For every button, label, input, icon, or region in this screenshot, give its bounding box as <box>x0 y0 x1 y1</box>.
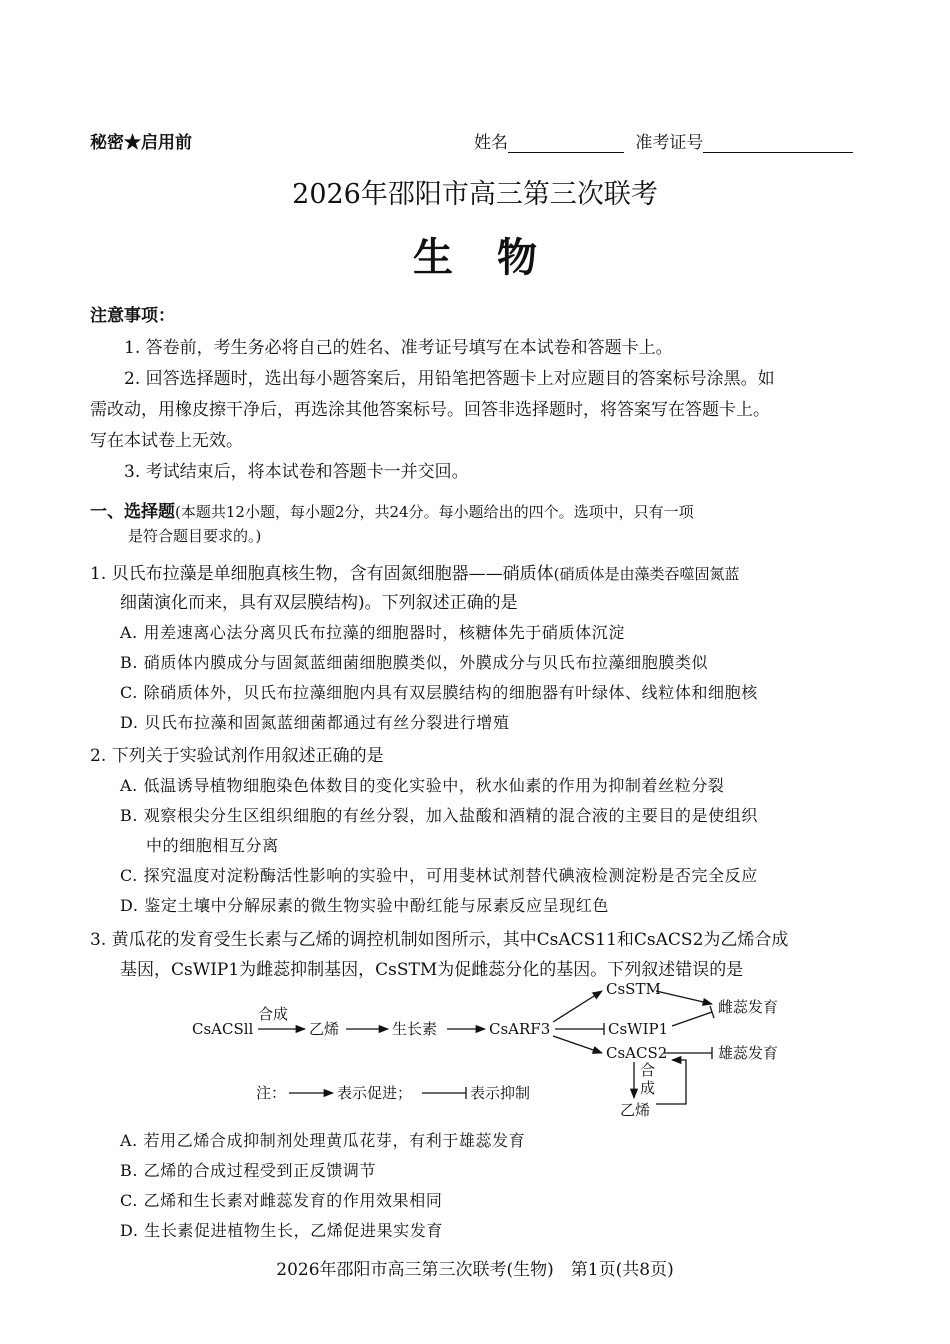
inhibit-cswip1-pistil <box>672 1012 712 1026</box>
node-ethylene-2: 乙烯 <box>620 1101 651 1119</box>
section-1-desc: (本题共12小题，每小题2分，共24分。每小题给出的四个。选项中，只有一项 <box>175 503 694 521</box>
legend-inhibit: 表示抑制 <box>470 1084 531 1102</box>
arrow-csarf3-csacs2 <box>553 1036 602 1053</box>
q3-option-a: A. 若用乙烯合成抑制剂处理黄瓜花芽，有利于雄蕊发育 <box>120 1131 526 1150</box>
notice-item-2-end: 写在本试卷上无效。 <box>90 431 243 451</box>
q1-option-c: C. 除硝质体外，贝氏布拉藻细胞内具有双层膜结构的细胞器有叶绿体、线粒体和细胞核 <box>120 683 758 702</box>
node-pistil-dev: 雌蕊发育 <box>718 998 779 1016</box>
arrow-csstm-pistil <box>656 991 712 1004</box>
id-label: 准考证号 <box>635 133 704 153</box>
q2-stem: 2. 下列关于实验试剂作用叙述正确的是 <box>90 746 384 766</box>
node-stamen-dev: 雄蕊发育 <box>718 1044 779 1062</box>
node-csacs2: CsACS2 <box>606 1044 668 1062</box>
q1-option-b: B. 硝质体内膜成分与固氮蓝细菌细胞膜类似，外膜成分与贝氏布拉藻细胞膜类似 <box>120 653 709 672</box>
secret-label: 秘密★启用前 <box>90 133 192 153</box>
node-csarf3: CsARF3 <box>489 1020 551 1038</box>
q2-option-b: B. 观察根尖分生区组织细胞的有丝分裂，加入盐酸和酒精的混合液的主要目的是使组织 <box>120 806 758 825</box>
exam-title: 2026年邵阳市高三第三次联考 <box>292 179 658 210</box>
subject-title: 生物 <box>413 234 581 281</box>
notice-item-1: 1. 答卷前，考生务必将自己的姓名、准考证号填写在本试卷和答题卡上。 <box>124 338 673 358</box>
node-csstm: CsSTM <box>606 980 661 998</box>
name-label: 姓名 <box>474 133 508 153</box>
q2-option-d: D. 鉴定土壤中分解尿素的微生物实验中酚红能与尿素反应呈现红色 <box>120 896 610 915</box>
legend-promote: 表示促进； <box>337 1084 413 1102</box>
notice-item-3: 3. 考试结束后，将本试卷和答题卡一并交回。 <box>124 462 469 482</box>
arrow-csarf3-csstm <box>553 991 602 1022</box>
notice-heading: 注意事项： <box>90 306 175 326</box>
q3-option-b: B. 乙烯的合成过程受到正反馈调节 <box>120 1161 377 1180</box>
q1-option-d: D. 贝氏布拉藻和固氮蓝细菌都通过有丝分裂进行增殖 <box>120 713 510 732</box>
q3-option-d: D. 生长素促进植物生长，乙烯促进果实发育 <box>120 1221 444 1240</box>
node-ethylene: 乙烯 <box>309 1020 340 1038</box>
legend-note: 注： <box>256 1084 287 1102</box>
q3-option-c: C. 乙烯和生长素对雌蕊发育的作用效果相同 <box>120 1191 443 1210</box>
q2-option-b-cont: 中的细胞相互分离 <box>146 836 279 855</box>
q2-option-c: C. 探究温度对淀粉酶活性影响的实验中，可用斐林试剂替代碘液检测淀粉是否完全反应 <box>120 866 758 885</box>
q3-stem-cont: 基因，CsWIP1为雌蕊抑制基因，CsSTM为促雌蕊分化的基因。下列叙述错误的是 <box>120 960 744 980</box>
q2-option-a: A. 低温诱导植物细胞染色体数目的变化实验中，秋水仙素的作用为抑制着丝粒分裂 <box>120 776 725 795</box>
node-cswip1: CsWIP1 <box>608 1020 669 1038</box>
label-he: 合 <box>640 1061 656 1079</box>
notice-item-2: 2. 回答选择题时，选出每小题答案后，用铅笔把答题卡上对应题目的答案标号涂黑。如 <box>124 369 775 389</box>
page-footer: 2026年邵阳市高三第三次联考(生物) 第1页(共8页) <box>276 1260 674 1280</box>
q1-option-a: A. 用差速离心法分离贝氏布拉藻的细胞器时，核糖体先于硝质体沉淀 <box>120 623 625 642</box>
arrow-ethylene-feedback <box>656 1060 686 1104</box>
q1-stem-note: (硝质体是由藻类吞噬固氮蓝 <box>553 565 740 583</box>
q1-stem-main: 1. 贝氏布拉藻是单细胞真核生物，含有固氮细胞器——硝质体 <box>90 564 554 584</box>
node-auxin: 生长素 <box>392 1020 438 1038</box>
label-synthesis: 合成 <box>258 1005 289 1023</box>
label-cheng: 成 <box>640 1079 656 1097</box>
section-1-desc2: 是符合题目要求的。) <box>128 527 262 545</box>
q3-stem: 3. 黄瓜花的发育受生长素与乙烯的调控机制如图所示，其中CsACS11和CsACS2为乙烯合成 <box>90 930 789 950</box>
q1-stem-cont: 细菌演化而来，具有双层膜结构)。下列叙述正确的是 <box>120 593 518 613</box>
node-csacs11: CsACSll <box>192 1020 254 1038</box>
section-1-label: 一、选择题 <box>90 502 175 522</box>
notice-item-2-cont: 需改动，用橡皮擦干净后，再选涂其他答案标号。回答非选择题时，将答案写在答题卡上。 <box>90 400 770 420</box>
